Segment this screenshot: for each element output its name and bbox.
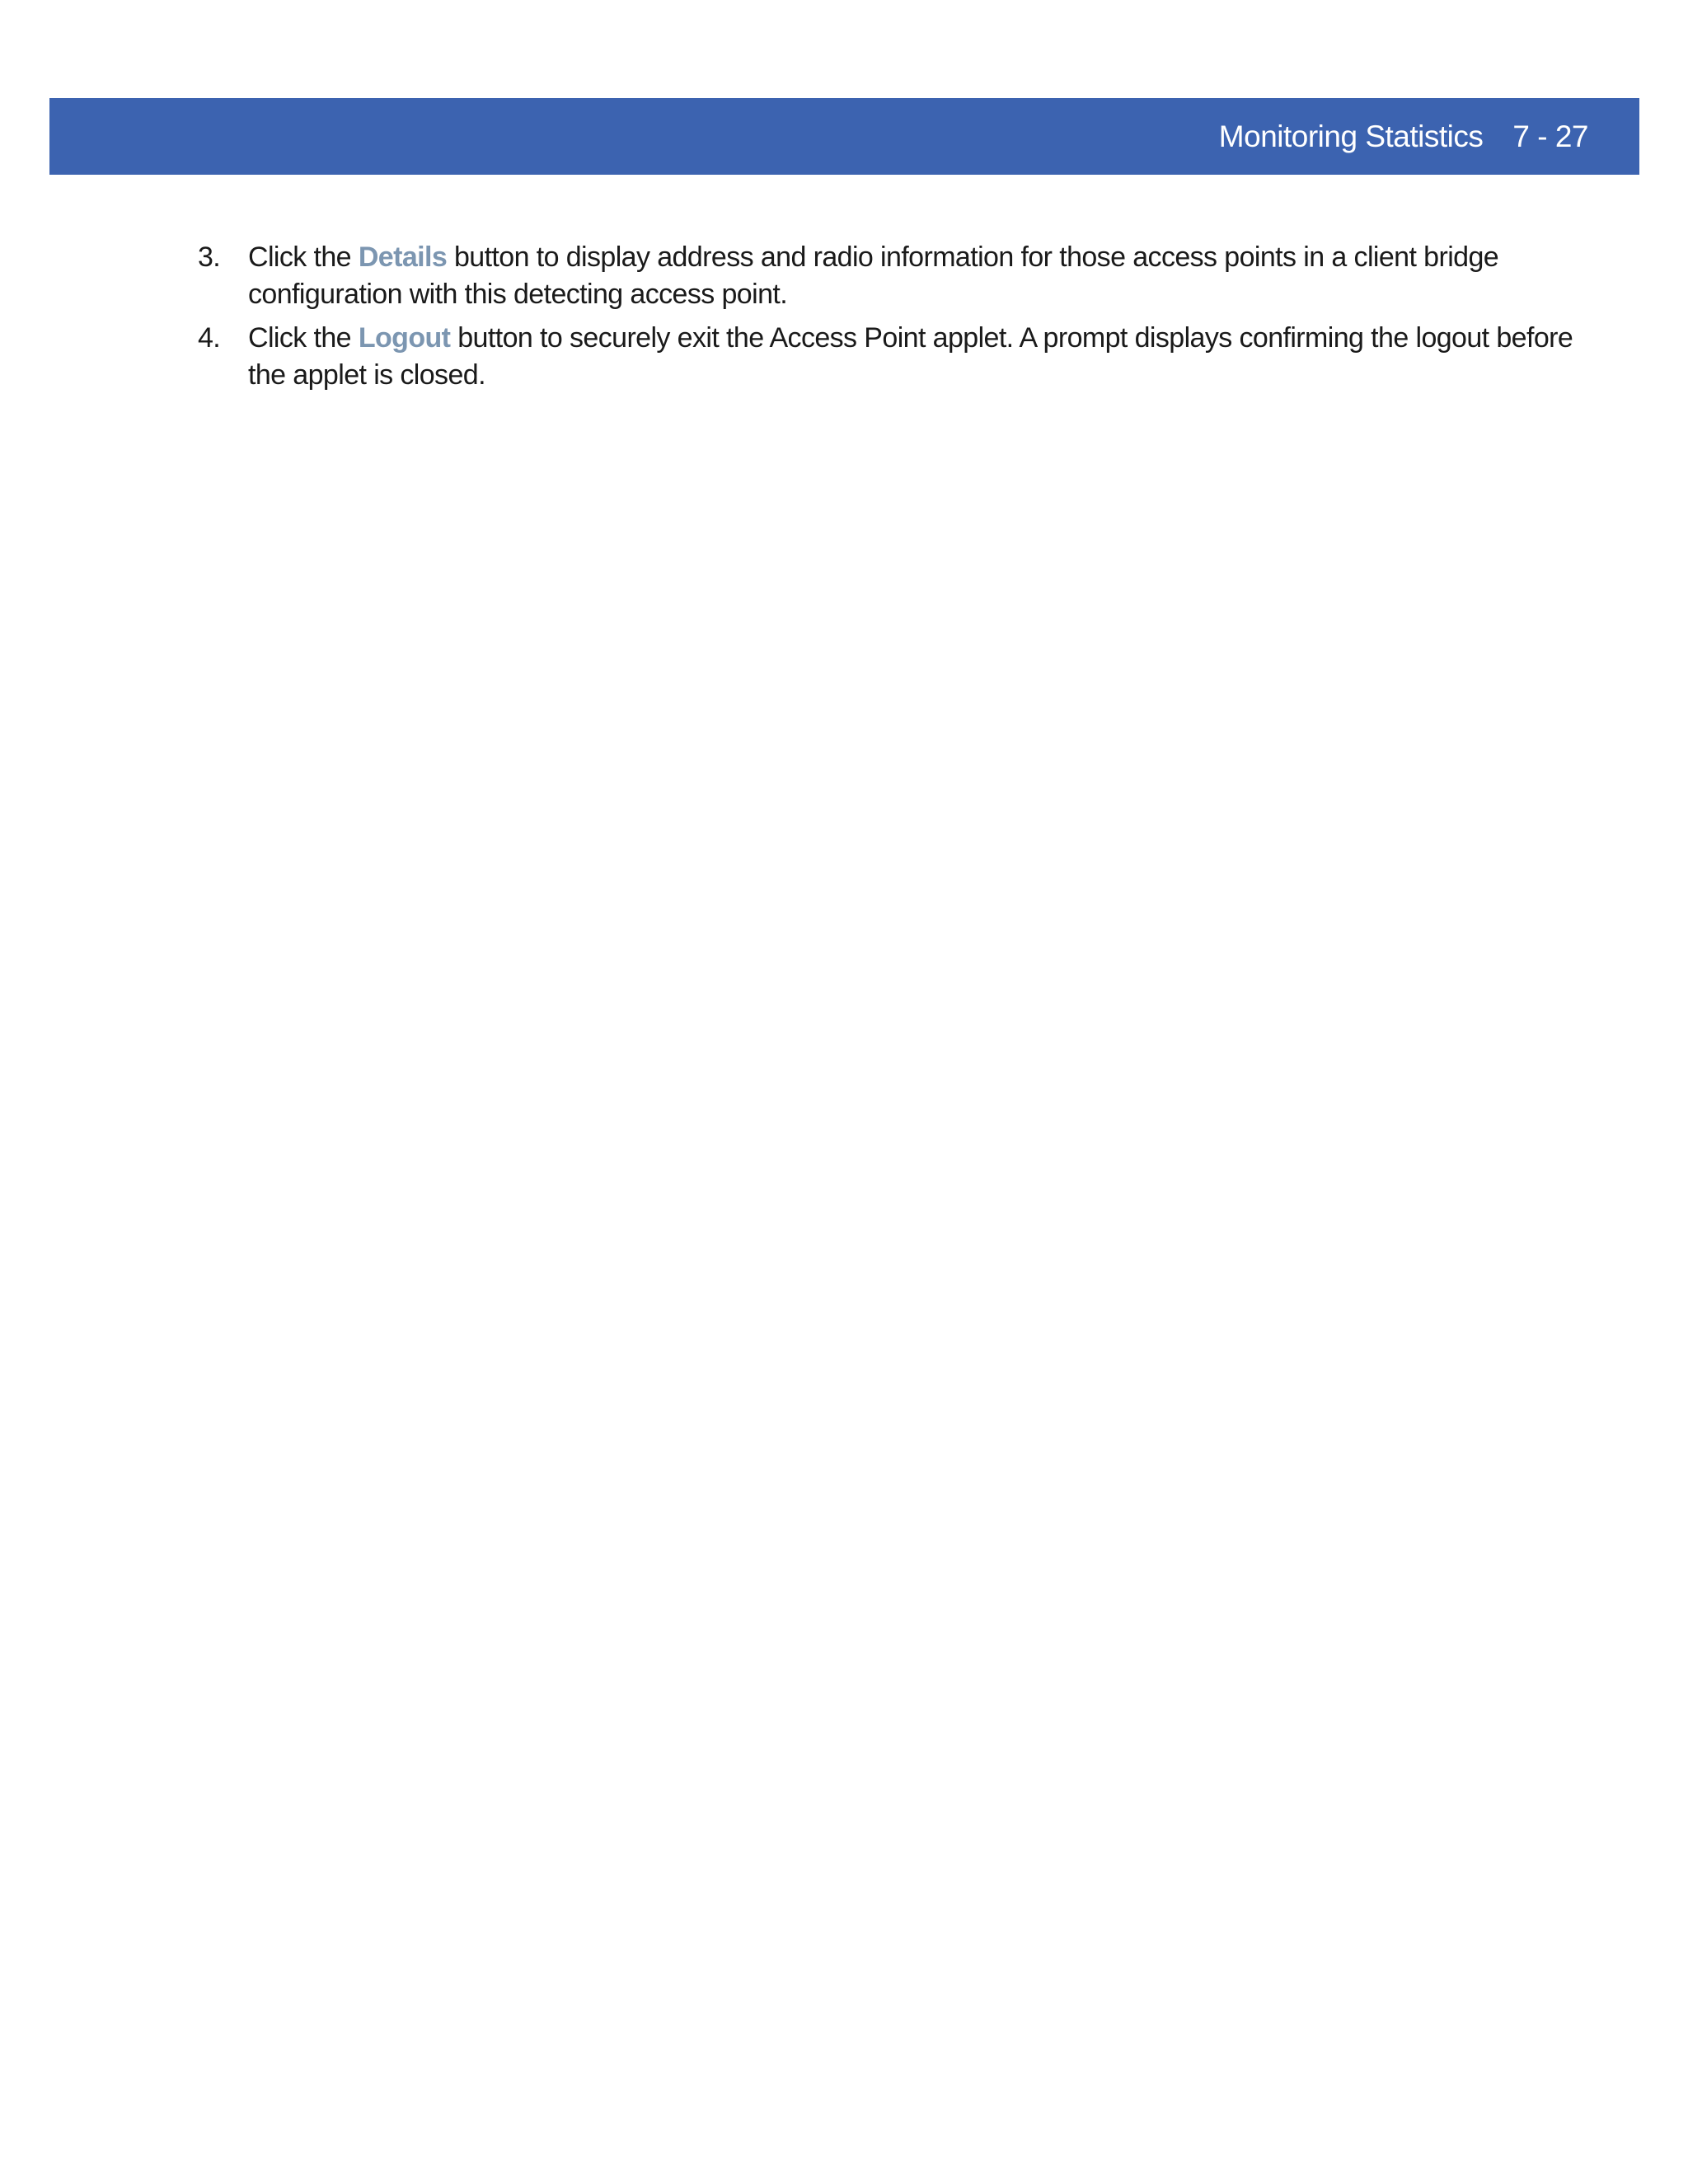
step-item: [0, 239, 1608, 313]
header-text: [1219, 98, 1588, 175]
step-text-prefix: Click the: [248, 241, 359, 273]
step-item: [0, 320, 1608, 394]
step-text-suffix: button to display address and radio information for those access points in a client bridge configuration with this detecting access point.: [248, 241, 1499, 310]
details-button-reference: Details: [358, 241, 448, 273]
steps-list: [0, 239, 1688, 401]
step-text-prefix: Click the: [248, 322, 359, 354]
chapter-title: Monitoring Statistics: [1218, 119, 1484, 153]
page-header-bar: [49, 98, 1639, 175]
step-number: 4.: [198, 322, 221, 354]
logout-button-reference: Logout: [358, 322, 451, 354]
step-text-suffix: button to securely exit the Access Point applet. A prompt displays confirming the logout before the applet is closed.: [248, 322, 1573, 391]
page-number: 7 - 27: [1512, 119, 1588, 153]
step-number: 3.: [198, 241, 221, 273]
